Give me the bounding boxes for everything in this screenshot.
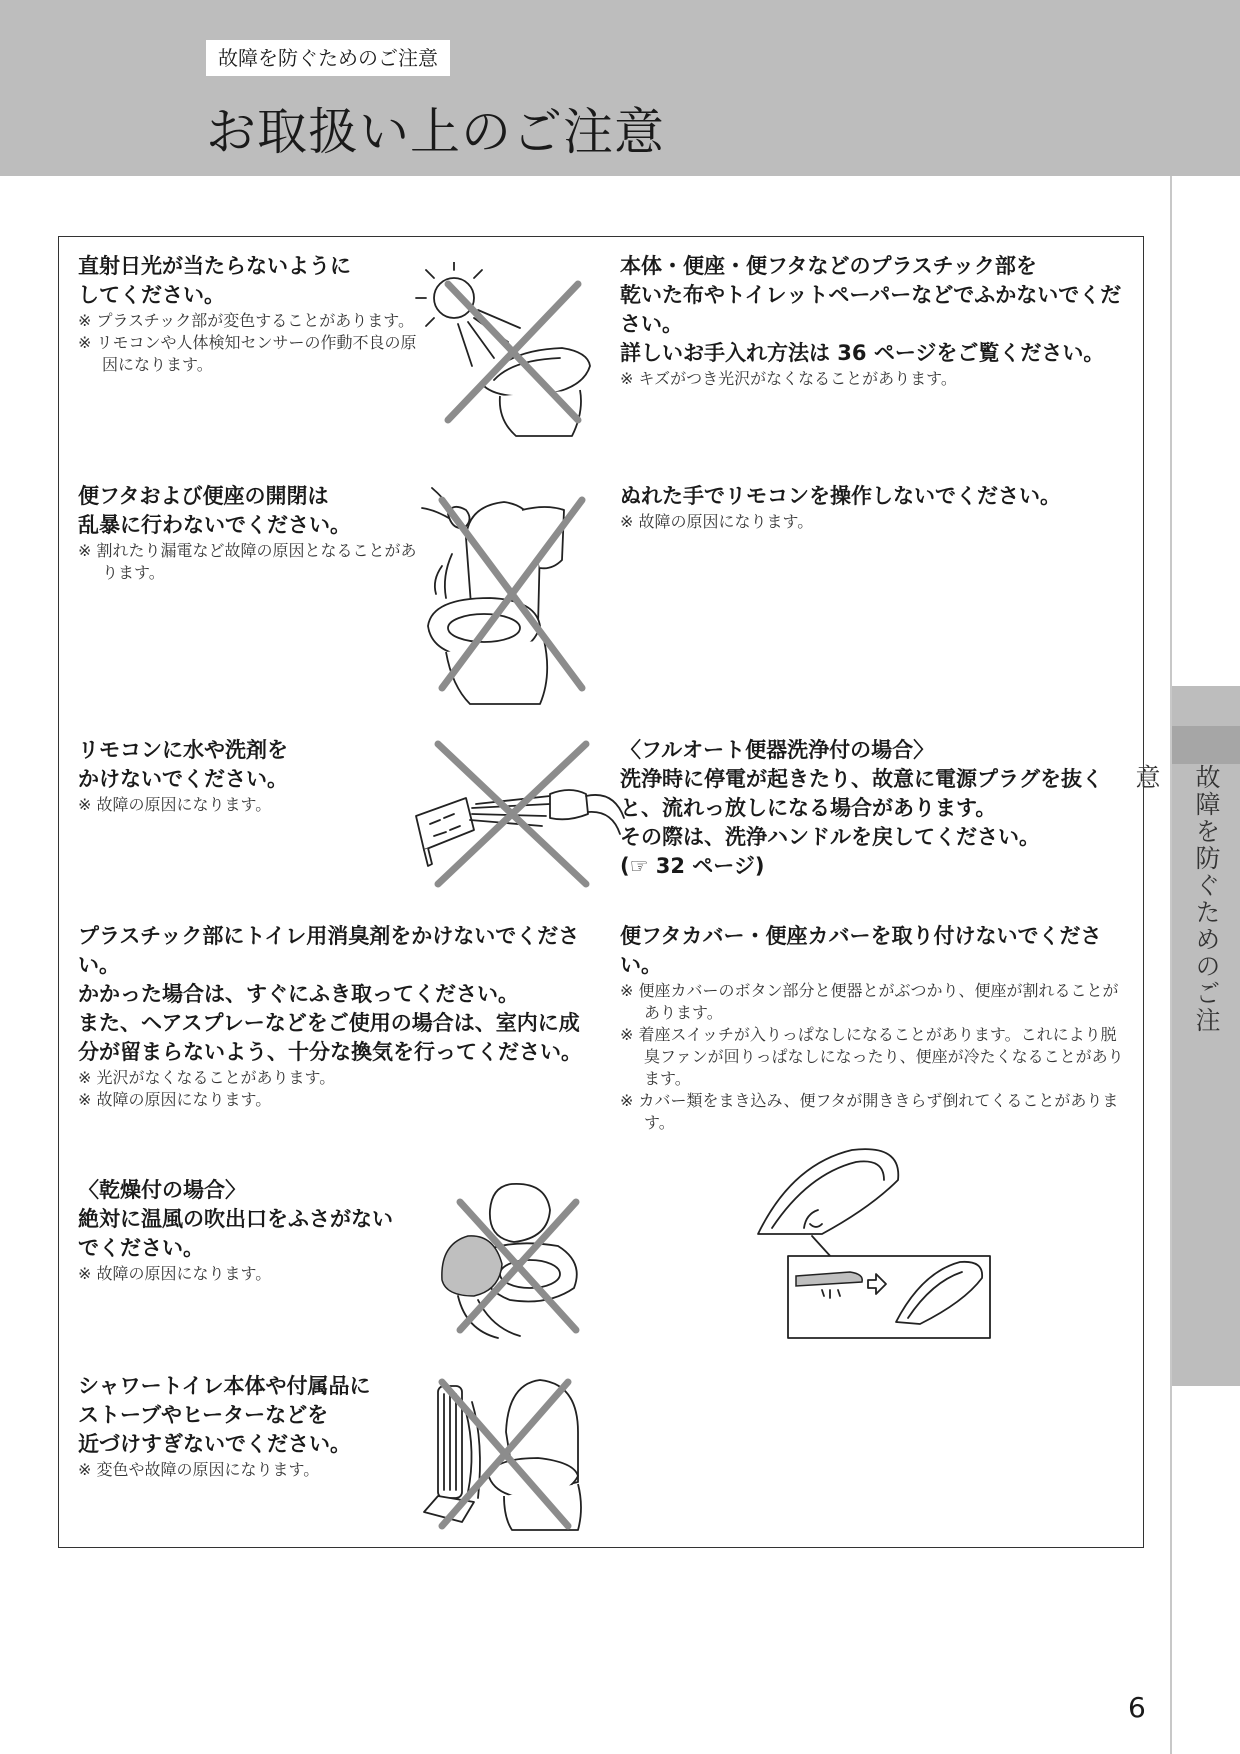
caution-heading: 〈フルオート便器洗浄付の場合〉 洗浄時に停電が起きたり、故意に電源プラグを抜くと、流れっ放しになる場合があります。 その際は、洗浄ハンドルを戻してください。 (☞ 32 ページ) [620, 738, 1103, 878]
caution-frame [58, 236, 1144, 1548]
page-title: お取扱い上のご注意 [206, 103, 665, 161]
heater-toilet-illustration [418, 1372, 598, 1532]
caution-lid [78, 482, 418, 584]
caution-heading: 〈乾燥付の場合〉 絶対に温風の吹出口をふさがないでください。 [78, 1178, 393, 1260]
caution-note: ※ プラスチック部が変色することがあります。 [78, 310, 418, 332]
caution-heading: ぬれた手でリモコンを操作しないでください。 [620, 484, 1061, 508]
caution-full-auto [620, 736, 1140, 881]
side-tab-label: 故障を防ぐためのご注意 [1132, 764, 1221, 1034]
caution-heading: プラスチック部にトイレ用消臭剤をかけないでください。 かかった場合は、すぐにふき取ってください。 また、ヘアスプレーなどをご使用の場合は、室内に成分が留まらないよう、十分な換気を行ってください。 [78, 924, 582, 1064]
section-tag: 故障を防ぐためのご注意 [206, 40, 450, 76]
caution-deodorant [78, 922, 588, 1111]
caution-note: ※ 光沢がなくなることがあります。 [78, 1067, 588, 1089]
dryer-outlet-illustration [438, 1180, 590, 1340]
caution-dryer [78, 1176, 408, 1285]
caution-heading: 本体・便座・便フタなどのプラスチック部を 乾いた布やトイレットペーパーなどでふかないでください。 詳しいお手入れ方法は 36 ページをご覧ください。 [620, 254, 1122, 365]
caution-heading: 便フタカバー・便座カバーを取り付けないでください。 [620, 924, 1102, 977]
lid-slam-illustration [412, 480, 598, 708]
caution-note: ※ 着座スイッチが入りっぱなしになることがあります。これにより脱臭ファンが回りっぱなしになったり、便座が冷たくなることがあります。 [620, 1024, 1130, 1090]
caution-note: ※ 故障の原因になります。 [78, 1263, 408, 1285]
caution-heater [78, 1372, 418, 1481]
seat-cover-illustration [752, 1144, 996, 1342]
caution-note: ※ 故障の原因になります。 [78, 1089, 588, 1111]
caution-wet-hands [620, 482, 1140, 533]
caution-heading: 便フタおよび便座の開閉は 乱暴に行わないでください。 [78, 484, 351, 537]
page-number: 6 [1128, 1691, 1146, 1724]
sun-toilet-illustration [412, 262, 600, 440]
caution-note: ※ キズがつき光沢がなくなることがあります。 [620, 368, 1140, 390]
caution-covers [620, 922, 1130, 1134]
caution-heading: 直射日光が当たらないように してください。 [78, 254, 351, 307]
spray-remote-illustration [410, 738, 628, 888]
caution-note: ※ カバー類をまき込み、便フタが開ききらず倒れてくることがあります。 [620, 1090, 1130, 1134]
caution-heading: シャワートイレ本体や付属品に ストーブやヒーターなどを 近づけすぎないでください。 [78, 1374, 371, 1456]
caution-remote-water [78, 736, 418, 816]
caution-note: ※ 割れたり漏電など故障の原因となることがあります。 [78, 540, 418, 584]
caution-heading: リモコンに水や洗剤を かけないでください。 [78, 738, 288, 791]
caution-sunlight [78, 252, 418, 376]
caution-note: ※ 便座カバーのボタン部分と便器とがぶつかり、便座が割れることがあります。 [620, 980, 1130, 1024]
caution-note: ※ リモコンや人体検知センサーの作動不良の原因になります。 [78, 332, 418, 376]
side-tab-marker [1172, 726, 1240, 764]
caution-wipe [620, 252, 1140, 390]
caution-note: ※ 故障の原因になります。 [620, 511, 1140, 533]
caution-note: ※ 変色や故障の原因になります。 [78, 1459, 418, 1481]
caution-note: ※ 故障の原因になります。 [78, 794, 418, 816]
